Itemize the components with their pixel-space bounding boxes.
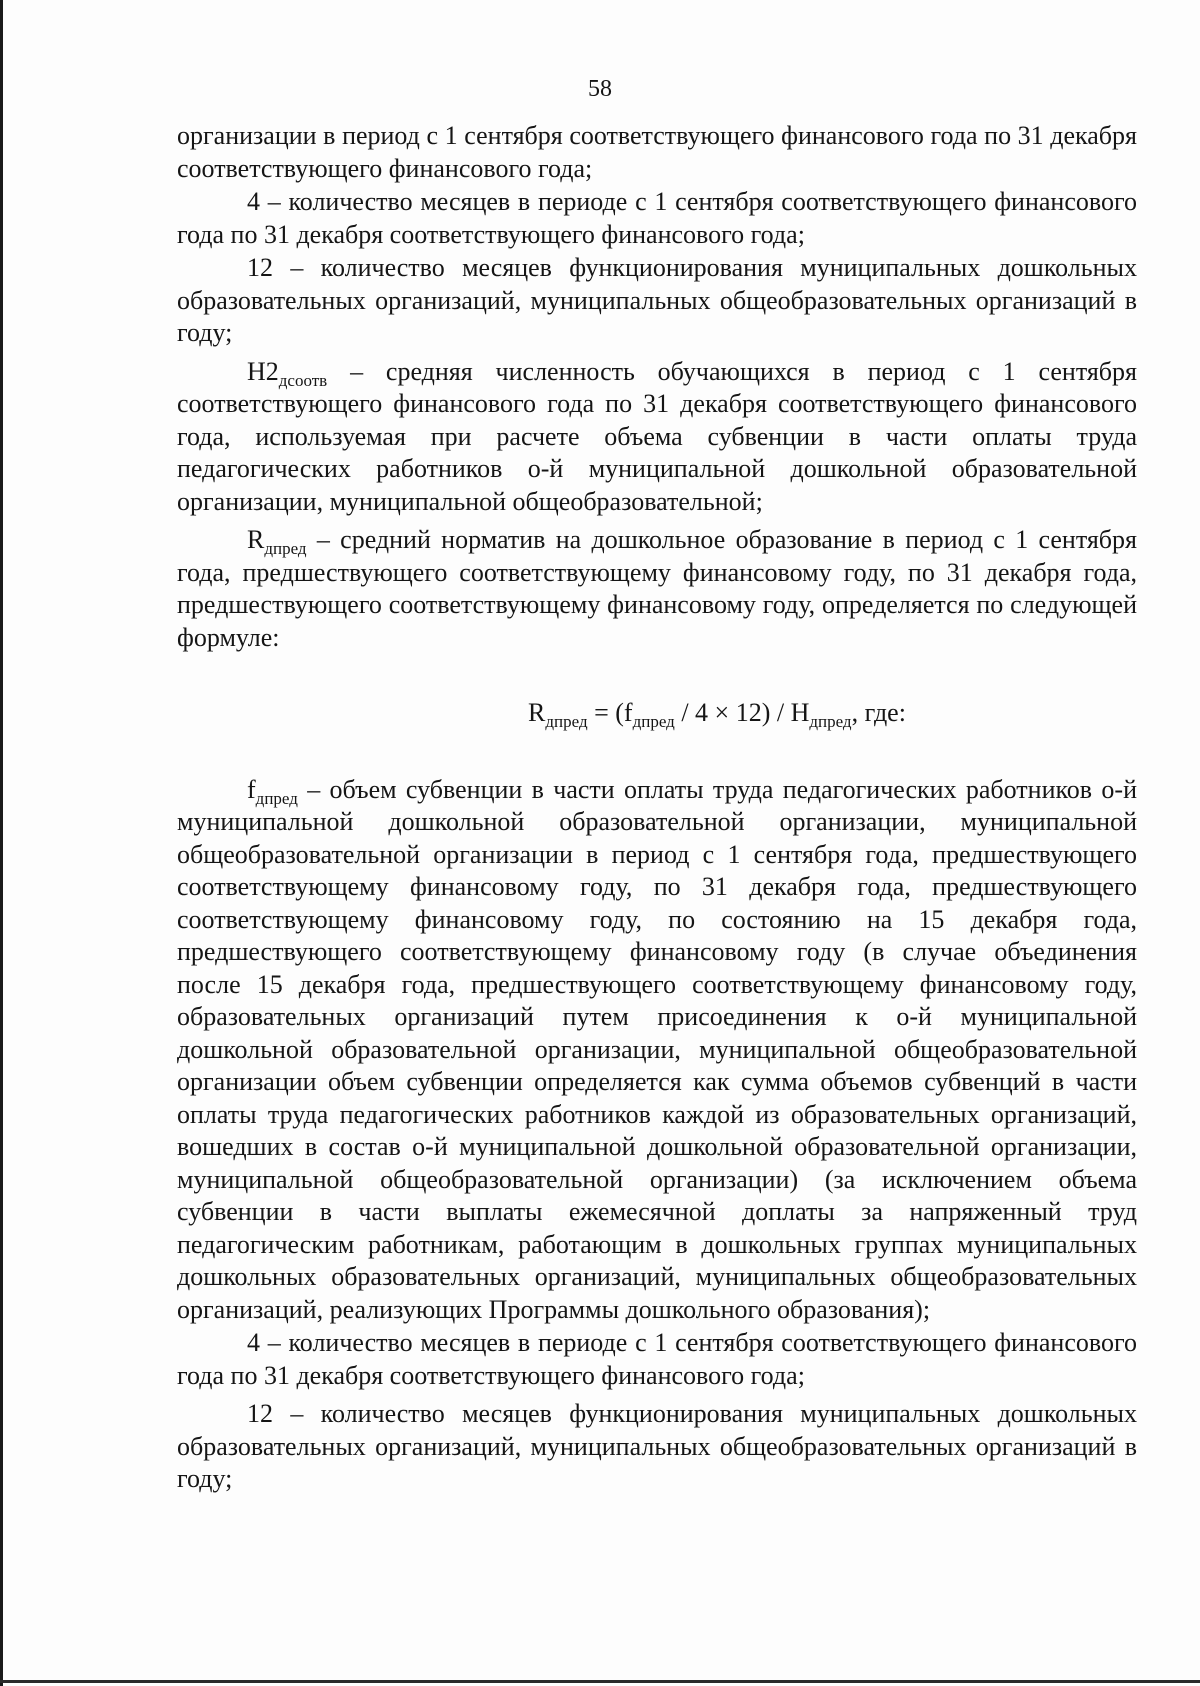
variable-subscript: дпред — [264, 539, 307, 558]
document-body — [177, 120, 1137, 1497]
formula-h-subscript: дпред — [809, 712, 852, 731]
paragraph-r-definition — [177, 524, 1137, 654]
paragraph-12-months: 12 – количество месяцев функционирования муниципальных дошкольных образовательных организаций, муниципальных общеобразовательных организаций в году; — [177, 253, 1137, 347]
definition-text: – средний норматив на дошкольное образование в период с 1 сентября года, предшествующего соответствующему финансовому году, по 31 декабря года, предшествующего соответствующему финансовому году, определяется по следующей формуле: — [177, 525, 1137, 652]
formula-f-subscript: дпред — [632, 712, 675, 731]
scan-bottom-border — [0, 1680, 1200, 1683]
paragraph-4-months-repeat: 4 – количество месяцев в периоде с 1 сентября соответствующего финансового года по 31 декабря соответствующего финансового года; — [177, 1328, 1137, 1390]
paragraph-continuation: организации в период с 1 сентября соответствующего финансового года по 31 декабря соответствующего финансового года; — [177, 121, 1137, 183]
paragraph-n2-definition — [177, 356, 1137, 519]
formula-tail: , где: — [851, 698, 906, 727]
formula-lhs-subscript: дпред — [545, 712, 588, 731]
formula — [177, 697, 1137, 730]
variable-symbol: Н2 — [247, 356, 279, 386]
paragraph-f-definition — [177, 774, 1137, 1327]
variable-subscript: дсоотв — [278, 370, 328, 390]
variable-subscript: дпред — [255, 788, 298, 808]
scan-left-border — [0, 0, 3, 1686]
formula-equals-open: = (f — [587, 698, 633, 727]
paragraph-4-months: 4 – количество месяцев в периоде с 1 сентября соответствующего финансового года по 31 декабря соответствующего финансового года; — [177, 187, 1137, 249]
page-number: 58 — [588, 76, 612, 102]
definition-text: – объем субвенции в части оплаты труда педагогических работников о-й муниципальной дошкольной образовательной организации, муниципальной общеобразовательной организации в период с 1 сентября года, предшествующего соответствующему финансовому году, по 31 декабря года, предшествующего соответствующему финансовому году, по состоянию на 15 декабря года, предшествующего соответствующему финансовому году (в случае объединения после 15 декабря года, предшествующего соответствующему финансовому году, образовательных организаций путем присоединения к о-й муниципальной дошкольной образовательной организации, муниципальной общеобразовательной организации объем субвенции определяется как сумма объемов субвенций в части оплаты труда педагогических работников каждой из образовательных организаций, вошедших в состав о-й муниципальной дошкольной образовательной организации, муниципальной общеобразовательной организации) (за исключением объема субвенции в части выплаты ежемесячной доплаты за напряженный труд педагогическим работникам, работающим в дошкольных группах муниципальных дошкольных образовательных организаций, муниципальных общеобразовательных организаций, реализующих Программы дошкольного образования); — [177, 774, 1137, 1324]
definition-text: – средняя численность обучающихся в период с 1 сентября соответствующего финансового года по 31 декабря соответствующего финансового года, используемая при расчете объема субвенции в части оплаты труда педагогических работников о-й муниципальной дошкольной образовательной организации, муниципальной общеобразовательной; — [177, 356, 1137, 516]
variable-symbol: f — [247, 774, 256, 804]
formula-lhs: R — [528, 698, 546, 727]
formula-middle: / 4 × 12) / Н — [674, 698, 810, 727]
variable-symbol: R — [247, 525, 265, 554]
paragraph-12-months-repeat: 12 – количество месяцев функционирования муниципальных дошкольных образовательных организаций, муниципальных общеобразовательных организаций в году; — [177, 1399, 1137, 1493]
